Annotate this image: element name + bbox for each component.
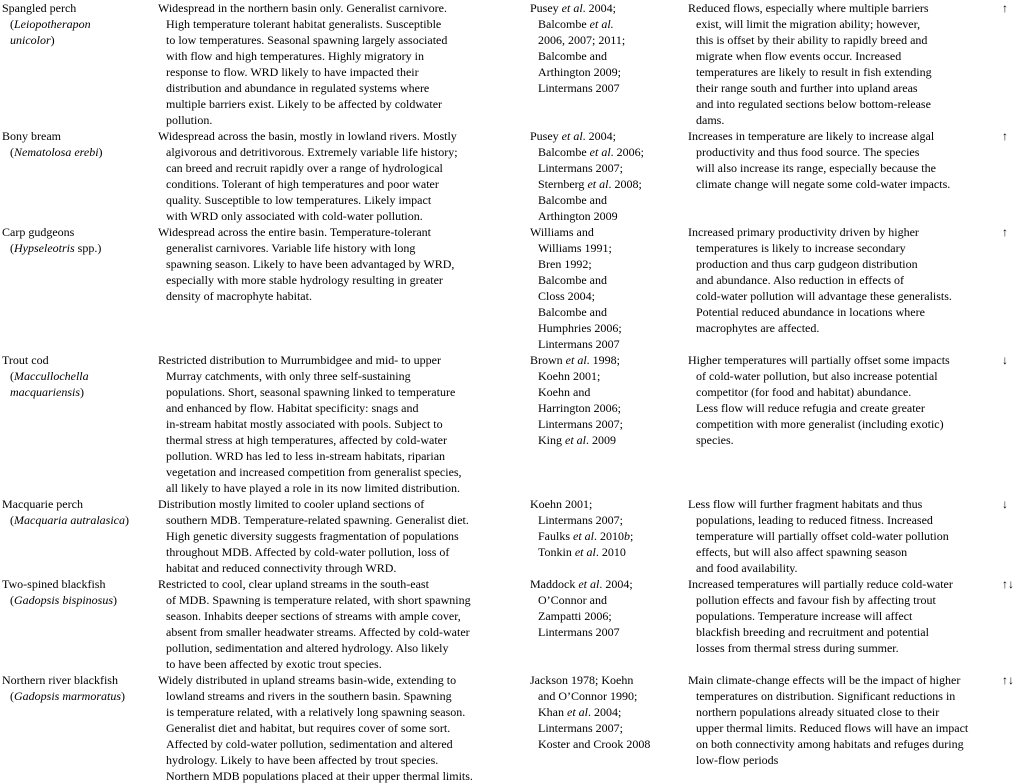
species-common-name: Bony bream [2,129,61,143]
reference-line-segment: Maddock [530,577,579,591]
reference-line-segment: Lintermans 2007; [538,513,623,527]
description-cell [158,128,524,224]
reference-line-segment: Balcombe and [538,273,607,287]
description-line: generalist carnivores. Variable life history with long [166,241,416,255]
reference-line-segment: Koehn 2001; [530,497,593,511]
description-line: Widely distributed in upland streams basin-wide, extending to [158,673,457,687]
climate-impact-cell [688,224,988,336]
species-scientific-name [2,512,152,528]
description-line: is temperature related, with a relatively long spawning season. [166,705,466,719]
species-cell [2,352,152,400]
description-line: Widespread across the basin, mostly in lowland rivers. Mostly [158,129,457,143]
reference-line-segment: et al [561,1,583,15]
trend-arrow: ↓ [1002,353,1008,367]
reference-line [530,544,680,560]
reference-line [530,208,680,224]
species-common-name: Trout cod [2,353,49,367]
description-line: Affected by cold-water pollution, sedimentation and altered [166,737,453,751]
reference-line-segment: . 1998; [586,353,621,367]
reference-line-segment: Pusey [530,129,562,143]
species-scientific-name-segment: ) [125,513,129,527]
reference-line [530,704,680,720]
species-scientific-name [2,384,152,400]
impact-line: their range south and further into upland areas [696,81,918,95]
impact-line: macrophytes are affected. [696,321,820,335]
reference-line-segment: Jackson 1978; Koehn [530,673,634,687]
reference-line-segment: . 2009 [586,433,616,447]
species-scientific-name-segment: Hypseleotris [14,241,75,255]
reference-line [530,80,680,96]
reference-line-segment: Williams 1991; [538,241,612,255]
reference-line-segment: Sternberg [538,177,588,191]
reference-line [530,416,680,432]
trend-arrow: ↑↓ [1002,577,1014,591]
reference-line [530,128,680,144]
description-line: Generalist diet and habitat, but requires cover of some sort. [166,721,451,735]
impact-line: temperatures are likely to result in fish extending [696,65,932,79]
species-common-name: Carp gudgeons [2,225,75,239]
reference-line [530,432,680,448]
description-line: Distribution mostly limited to cooler upland sections of [158,497,425,511]
reference-line-segment: et al [574,545,596,559]
reference-line-segment: Balcombe and [538,49,607,63]
reference-line [530,576,680,592]
description-line: spawning season. Likely to have been advantaged by WRD, [166,257,455,271]
species-scientific-name [2,240,152,256]
climate-impact-cell [688,672,988,768]
reference-line [530,176,680,192]
reference-line-segment: Faulks [538,529,574,543]
description-line: lowland streams and rivers in the southern basin. Spawning [166,689,452,703]
description-line: quality. Susceptible to low temperatures. Likely impact [166,193,432,207]
species-scientific-name-segment: unicolor [10,33,51,47]
reference-line-segment: King [538,433,565,447]
description-line: of MDB. Spawning is temperature related, with short spawning [166,593,471,607]
species-scientific-name-segment: ( [10,369,14,383]
reference-line-segment: et al [565,353,587,367]
description-line: vegetation and increased competition from generalist species, [166,465,462,479]
reference-line-segment: Closs 2004; [538,289,596,303]
reference-line [530,384,680,400]
reference-line-segment: . 2006; [610,145,644,159]
species-scientific-name-segment: Nematolosa erebi [14,145,99,159]
impact-line: Increases in temperature are likely to increase algal [688,129,935,143]
reference-line [530,240,680,256]
impact-line: blackfish breeding and recruitment and potential [696,625,929,639]
reference-line [530,304,680,320]
reference-line [530,48,680,64]
reference-line-segment: Zampatti 2006; [538,609,612,623]
impact-line: temperature will partially offset cold-water pollution [696,529,949,543]
impact-line: on both connectivity among habitats and refuges during [696,737,964,751]
reference-line-segment: . 2008; [608,177,642,191]
species-scientific-name [2,688,152,704]
reference-line-segment: Pusey [530,1,562,15]
description-cell [158,496,524,576]
species-scientific-name [2,16,152,32]
reference-line [530,352,680,368]
references-cell [530,576,680,640]
description-line: Widespread in the northern basin only. Generalist carnivore. [158,1,447,15]
reference-line-segment: O’Connor and [538,593,607,607]
impact-line: will also increase its range, especially because the [696,161,936,175]
description-line: Murray catchments, with only three self-sustaining [166,369,411,383]
impact-line: populations. Temperature increase will affect [696,609,913,623]
impact-line: competitor (for food and habitat) abundance. [696,385,912,399]
description-cell [158,352,524,496]
reference-line-segment: et al [565,433,586,447]
species-scientific-name-segment: ( [10,593,14,607]
climate-impact-cell [688,352,988,448]
reference-line [530,320,680,336]
description-line: multiple barriers exist. Likely to be affected by coldwater [166,97,443,111]
reference-line [530,512,680,528]
species-scientific-name-segment: ( [10,145,14,159]
reference-line [530,336,680,352]
species-scientific-name-segment: spp.) [74,241,102,255]
impact-line: pollution effects and favour fish by affecting trout [696,593,936,607]
species-scientific-name-segment: ) [121,689,126,703]
reference-line-segment: Williams and [530,225,594,239]
climate-impact-cell [688,128,988,192]
reference-line-segment: Lintermans 2007 [538,625,620,639]
description-line: conditions. Tolerant of high temperatures and poor water [166,177,439,191]
reference-line [530,192,680,208]
impact-line: Reduced flows, especially where multiple barriers [688,1,929,15]
impact-line: populations, leading to reduced fitness. Increased [696,513,933,527]
description-line: and enhanced by flow. Habitat specificity: snags and [166,401,419,415]
species-scientific-name-segment: ( [10,689,14,703]
description-cell [158,576,524,672]
description-line: Widespread across the entire basin. Temperature-tolerant [158,225,432,239]
description-line: season. Inhabits deeper sections of streams with ample cover, [166,609,461,623]
reference-line-segment: et al [589,145,611,159]
reference-line-segment: Balcombe and [538,193,607,207]
reference-line-segment: Arthington 2009; [538,65,621,79]
trend-arrow: ↓ [1002,497,1008,511]
description-line: throughout MDB. Affected by cold-water pollution, loss of [166,545,450,559]
description-line: response to flow. WRD likely to have impacted their [166,65,419,79]
impact-line: competition with more generalist (including exotic) [696,417,944,431]
reference-line-segment: Lintermans 2007 [538,81,620,95]
reference-line [530,0,680,16]
impact-line: this is offset by their ability to rapidly breed and [696,33,928,47]
description-line: Restricted distribution to Murrumbidgee and mid- to upper [158,353,441,367]
species-scientific-name [2,592,152,608]
species-cell [2,224,152,256]
impact-line: Increased temperatures will partially reduce cold-water [688,577,953,591]
reference-line-segment: Koehn and [538,385,591,399]
impact-line: temperatures is likely to increase secondary [696,241,906,255]
species-scientific-name-segment: ( [10,241,14,255]
description-line: distribution and abundance in regulated systems where [166,81,430,95]
species-scientific-name-segment: Gadopsis marmoratus [14,689,122,703]
reference-line [530,32,680,48]
references-cell [530,672,680,752]
description-line: High temperature tolerant habitat generalists. Susceptible [166,17,442,31]
species-scientific-name [2,32,152,48]
reference-line-segment: . 2004; [599,577,633,591]
trend-arrow: ↑ [1002,1,1008,15]
reference-line [530,16,680,32]
impact-line: productivity and thus food source. The species [696,145,920,159]
species-cell [2,576,152,608]
reference-line-segment: et al [567,705,588,719]
reference-line-segment: Balcombe [538,17,590,31]
species-scientific-name-segment: macquariensis [10,385,80,399]
impact-line: northern populations already situated close to their [696,705,940,719]
impact-line: Less flow will reduce refugia and create greater [696,401,925,415]
reference-line-segment: . 2004; [582,1,617,15]
reference-line-segment: et al. [589,17,614,31]
reference-line-segment: Balcombe and [538,305,607,319]
references-cell [530,224,680,352]
impact-line: of cold-water pollution, but also increase potential [696,369,938,383]
reference-line-segment: . 2004; [582,129,617,143]
description-line: Northern MDB populations placed at their upper thermal limits. [166,769,473,783]
description-cell [158,672,524,784]
reference-line [530,528,680,544]
species-common-name: Northern river blackfish [2,673,118,687]
reference-line-segment: Arthington 2009 [538,209,618,223]
reference-line-segment: Lintermans 2007 [538,337,620,351]
description-line: all likely to have played a role in its now limited distribution. [166,481,460,495]
impact-line: Potential reduced abundance in locations where [696,305,925,319]
impact-line: and food availability. [696,561,798,575]
reference-line [530,368,680,384]
reference-line [530,496,680,512]
description-line: can breed and recruit rapidly over a range of hydrological [166,161,443,175]
impact-line: cold-water pollution will advantage these generalists. [696,289,952,303]
impact-line: Main climate-change effects will be the impact of higher [688,673,961,687]
reference-line-segment: Lintermans 2007; [538,721,623,735]
impact-line: and into regulated sections below bottom-release [696,97,931,111]
impact-line: Higher temperatures will partially offset some impacts [688,353,950,367]
reference-line-segment: Tonkin [538,545,575,559]
references-cell [530,352,680,448]
trend-arrow: ↑ [1002,129,1008,143]
reference-line [530,256,680,272]
species-scientific-name-segment: Leiopotherapon [14,17,91,31]
impact-line: effects, but will also affect spawning season [696,545,908,559]
species-common-name: Spangled perch [2,1,77,15]
species-scientific-name-segment: Macquaria autralasica [14,513,125,527]
reference-line-segment: Lintermans 2007; [538,417,623,431]
description-line: algivorous and detritivorous. Extremely variable life history; [166,145,458,159]
reference-line-segment: Humphries 2006; [538,321,622,335]
reference-line-segment: b [624,529,631,543]
description-line: to have been affected by exotic trout species. [166,657,382,671]
description-line: pollution. [166,113,213,127]
description-line: in-stream habitat mostly associated with pools. Subject to [166,417,443,431]
impact-line: and abundance. Also reduction in effects of [696,273,905,287]
impact-line: temperatures on distribution. Significant reductions in [696,689,956,703]
reference-line-segment: Koehn 2001; [538,369,601,383]
reference-line-segment: et al [587,177,609,191]
reference-line [530,672,680,688]
species-scientific-name [2,144,152,160]
trend-arrow: ↑ [1002,225,1008,239]
reference-line [530,400,680,416]
references-cell [530,0,680,96]
impact-line: exist, will limit the migration ability; however, [696,17,921,31]
reference-line-segment: Brown [530,353,566,367]
reference-line [530,272,680,288]
reference-line-segment: Balcombe [538,145,590,159]
description-line: density of macrophyte habitat. [166,289,312,303]
reference-line [530,624,680,640]
impact-line: production and thus carp gudgeon distribution [696,257,918,271]
references-cell [530,128,680,224]
reference-line-segment: et al [561,129,583,143]
reference-line [530,736,680,752]
reference-line [530,688,680,704]
description-line: absent from smaller headwater streams. Affected by cold-water [166,625,470,639]
reference-line-segment: Koster and Crook 2008 [538,737,651,751]
species-scientific-name-segment: ) [98,145,103,159]
reference-line [530,608,680,624]
description-line: Restricted to cool, clear upland streams in the south-east [158,577,429,591]
impact-line: climate change will negate some cold-water impacts. [696,177,951,191]
reference-line-segment: . 2010 [595,545,626,559]
climate-impact-cell [688,576,988,656]
species-scientific-name-segment: ( [10,17,14,31]
impact-line: low-flow periods [696,753,779,767]
species-cell [2,0,152,48]
impact-line: dams. [696,113,725,127]
species-common-name: Two-spined blackfish [2,577,106,591]
description-line: with flow and high temperatures. Highly migratory in [166,49,424,63]
species-scientific-name-segment: ) [113,593,118,607]
species-cell [2,496,152,528]
impact-line: migrate when flow events occur. Increased [696,49,902,63]
species-scientific-name-segment: ) [80,385,84,399]
species-common-name: Macquarie perch [2,497,83,511]
reference-line [530,144,680,160]
description-line: habitat and reduced connectivity through WRD. [166,561,397,575]
reference-line-segment: ; [630,529,634,543]
reference-line-segment: Bren 1992; [538,257,592,271]
species-scientific-name [2,368,152,384]
reference-line-segment: 2006, 2007; 2011; [538,33,626,47]
reference-line-segment: Khan [538,705,567,719]
description-line: with WRD only associated with cold-water pollution. [166,209,423,223]
climate-impact-cell [688,0,988,128]
description-line: High genetic diversity suggests fragmentation of populations [166,529,459,543]
description-cell [158,0,524,128]
impact-line: upper thermal limits. Reduced flows will have an impact [696,721,969,735]
reference-line [530,160,680,176]
reference-line-segment: Lintermans 2007; [538,161,623,175]
references-cell [530,496,680,560]
reference-line-segment: . 2004; [588,705,622,719]
description-line: southern MDB. Temperature-related spawning. Generalist diet. [166,513,469,527]
trend-arrow: ↑↓ [1002,673,1014,687]
description-line: populations. Short, seasonal spawning linked to temperature [166,385,456,399]
reference-line-segment: Harrington 2006; [538,401,621,415]
species-scientific-name-segment: Gadopsis bispinosus [14,593,114,607]
reference-line-segment: and O’Connor 1990; [538,689,638,703]
description-cell [158,224,524,304]
impact-line: Less flow will further fragment habitats and thus [688,497,923,511]
reference-line [530,592,680,608]
impact-line: species. [696,433,734,447]
reference-line-segment: et al [573,529,595,543]
species-cell [2,672,152,704]
description-line: pollution. WRD has led to less in-stream habitats, riparian [166,449,446,463]
species-scientific-name-segment: ) [50,33,55,47]
species-scientific-name-segment: Maccullochella [14,369,89,383]
climate-impact-cell [688,496,988,576]
impact-line: Increased primary productivity driven by higher [688,225,919,239]
reference-line-segment: et al [578,577,600,591]
reference-line-segment: . 2010 [594,529,625,543]
reference-line [530,288,680,304]
reference-line [530,64,680,80]
description-line: hydrology. Likely to have been affected by trout species. [166,753,439,767]
description-line: pollution, sedimentation and altered hydrology. Also likely [166,641,449,655]
species-scientific-name-segment: ( [10,513,14,527]
species-cell [2,128,152,160]
description-line: to low temperatures. Seasonal spawning largely associated [166,33,448,47]
reference-line [530,224,680,240]
description-line: thermal stress at high temperatures, affected by cold-water [166,433,447,447]
reference-line [530,720,680,736]
description-line: especially with more stable hydrology resulting in greater [166,273,443,287]
impact-line: losses from thermal stress during summer. [696,641,899,655]
